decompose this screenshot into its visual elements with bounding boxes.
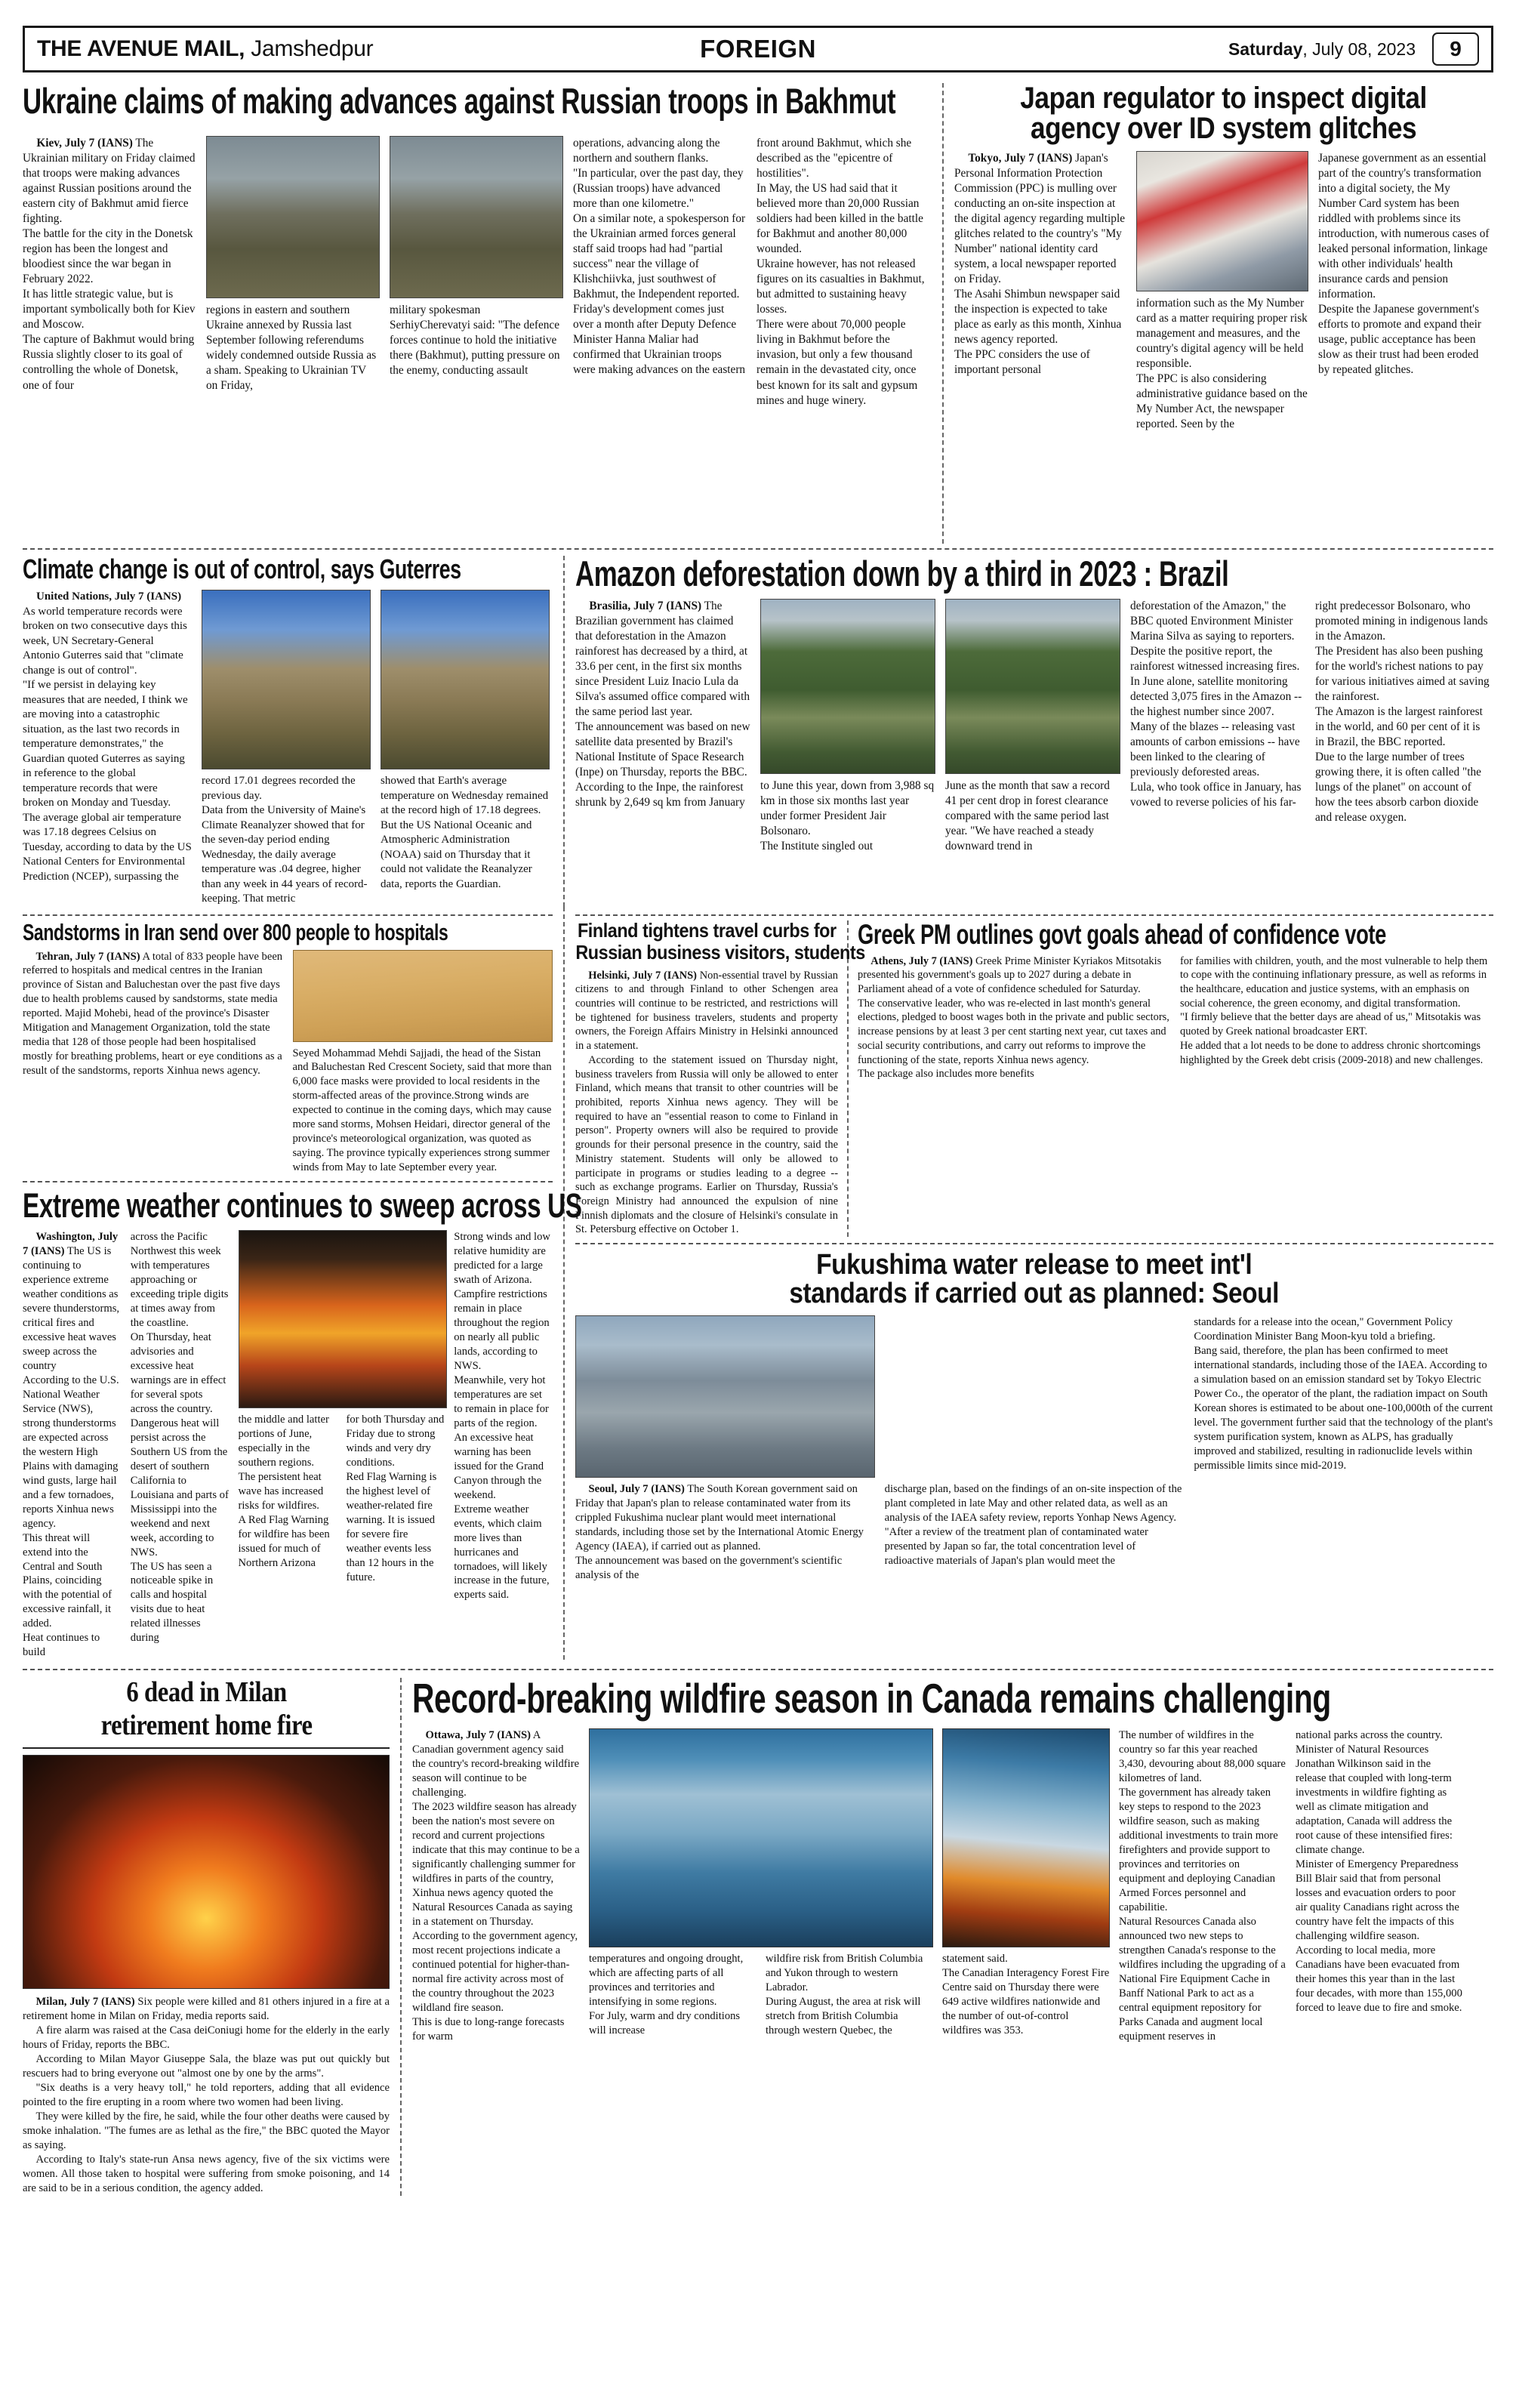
finland-headline: Finland tightens travel curbs for Russian business visitors, students bbox=[575, 918, 865, 964]
ukraine-col-2: regions in eastern and southern Ukraine annexed by Russia last September following referendums widely condemned outside Russia as a sham. Speaking to Ukrainian TV on Friday, bbox=[206, 136, 380, 409]
amazon-photo-2 bbox=[945, 599, 1120, 774]
row-top bbox=[23, 83, 1493, 544]
article-fukushima bbox=[575, 1250, 1493, 1583]
article-milan bbox=[23, 1678, 400, 2196]
article-japan bbox=[942, 83, 1493, 544]
article-sandstorms bbox=[23, 920, 553, 1176]
canada-headline: Record-breaking wildfire season in Canada remains challenging bbox=[412, 1675, 1331, 1722]
fukushima-headline: Fukushima water release to meet int'l standards if carried out as planned: Seoul bbox=[789, 1249, 1280, 1310]
greek-headline: Greek PM outlines govt goals ahead of confidence vote bbox=[858, 918, 1387, 950]
divider-2 bbox=[23, 914, 553, 916]
sandstorms-photo bbox=[293, 950, 553, 1042]
article-climate bbox=[23, 553, 563, 907]
japan-col-3: Japanese government as an essential part of the country's transformation into a digital society, the My Number Card system has been riddled with problems since its introduction, with numerous cases of leaked personal information, linkage with other individuals' health insurance cards and pension information. Despite the Japanese government's efforts to promote and expand their usage, public acceptance has been slow as their trust had been eroded by repeated glitches. bbox=[1318, 152, 1490, 377]
article-extreme-weather bbox=[23, 1186, 582, 1660]
section-title: FOREIGN bbox=[700, 35, 816, 63]
climate-dateline: United Nations, July 7 (IANS) bbox=[36, 590, 182, 603]
amazon-col-2: to June this year, down from 3,988 sq km in those six months last year under former President Jair Bolsonaro. The Institute singled out bbox=[760, 599, 935, 854]
article-amazon bbox=[563, 553, 1493, 907]
finland-dateline: Helsinki, July 7 (IANS) bbox=[588, 969, 697, 982]
left-stack bbox=[23, 907, 582, 1660]
ukraine-photo bbox=[206, 136, 380, 298]
article-ukraine bbox=[23, 83, 942, 544]
ukraine-headline: Ukraine claims of making advances against Russian troops in Bakhmut bbox=[23, 83, 896, 121]
climate-col-3: showed that Earth's average temperature on Wednesday remained at the record high of 17.18 degrees. But the US National Oceanic and Atmospheric Administration (NOAA) said on Thursday that it could not validate the Reanalyzer data, reports the Guardian. bbox=[381, 590, 550, 907]
greek-col-2: for families with children, youth, and the most vulnerable to help them to cope with the continuing inflationary pressure, as well as reforms in the healthcare, education and justice systems, with an emphasis on social coherence, the green economy, and digital transformation. "I firmly believe that the better days are ahead of us," Mitsotakis was quoted by Greek national broadcaster ERT. He added that a lot needs to be done to address chronic shortcomings highlighted by the Greek debt crisis (2009-2018) and new challenges. bbox=[1180, 954, 1488, 1066]
divider-1 bbox=[23, 548, 1493, 550]
sandstorms-dateline: Tehran, July 7 (IANS) bbox=[35, 950, 140, 963]
amazon-col-1: Brasilia, July 7 (IANS) The Brazilian government has claimed that deforestation in the Amazon rainforest has decreased by a third, at 33.6 per cent, in the first six months since President Luiz Inacio Lula da Silva's assumed office compared with the same period last year. The announcement was based on new satellite data presented by Brazil's National Institute of Space Research (Inpe) on Thursday, reports the BBC. According to the Inpe, the rainforest shrunk by 2,649 sq km from January bbox=[575, 600, 750, 809]
ew-col-3: the middle and latter portions of June, especially in the southern regions. The persistent heat wave has increased risks for wildfires. A Red Flag Warning for wildfire has been issued for much of Northern Arizona bbox=[239, 1230, 337, 1660]
right-stack bbox=[563, 907, 1493, 1660]
sandstorms-col-2: Seyed Mohammad Mehdi Sajjadi, the head of the Sistan and Baluchestan Red Crescent Society, said that more than 6,000 face masks were provided to local residents in the storm-affected areas of the province.Strong winds are expected to continue in the coming days, which may cause more sand storms, Mohsen Heidari, director general of the province's meteorological organization, was quoted as saying. The province typically experiences strong summer winds from May to late September every year. bbox=[293, 950, 553, 1176]
paper-name: THE AVENUE MAIL, bbox=[37, 36, 245, 61]
canada-col-3: wildfire risk from British Columbia and Yukon through to western Labrador. During August, the area at risk will stretch from British Columbia through western Quebec, the bbox=[766, 1953, 923, 2037]
japan-col-2: information such as the My Number card as a matter requiring proper risk management and measures, and the country's digital agency will be held responsible. The PPC is also considering administrative guidance based on the My Number Act, the newspaper reported. Seen by the bbox=[1136, 151, 1308, 432]
greek-col-1: Athens, July 7 (IANS) Greek Prime Minister Kyriakos Mitsotakis presented his government's goals up to 2027 during a debate in Parliament ahead of a vote of confidence scheduled for Saturday. The conservative leader, who was re-elected in last month's general elections, pledged to boost wages both in the private and public sectors, increase pensions by at least 3 per cent starting next year, cut taxes and social security contributions, and carry out reforms to improve the functioning of the state, reports Xinhua news agency. The package also includes more benefits bbox=[858, 954, 1169, 1081]
fukushima-col-3: standards for a release into the ocean," Government Policy Coordination Minister Bang Moon-kyu told a briefing. Bang said, therefore, the plan has been confirmed to meet international standards, including those of the IAEA. According to a simulation based on an emission standard set by Tokyo Electric Power Co., the operator of the plant, the radiation impact on South Korean shores is estimated to be about one-100,000th of the current level. The government further said that the technology of the plant's system purification system, known as ALPS, has gradually improved and stabilized, resulting in radionuclide levels within permissible limits since mid-2019. bbox=[1194, 1316, 1493, 1472]
ukraine-col-1: Kiev, July 7 (IANS) The Ukrainian military on Friday claimed that troops were making advances against Russian positions around the eastern city of Bakhmut amid fierce fighting. The battle for the city in the Donetsk region has been the longest and bloodiest since the war began in February 2022. It has little strategic value, but is important symbolically both for Kiev and Moscow. The capture of Bakhmut would bring Russia slightly closer to its goal of controlling the whole of Donetsk, one of four bbox=[23, 137, 196, 392]
date-rest: , July 08, 2023 bbox=[1302, 39, 1416, 59]
ew-col-1: Washington, July 7 (IANS) The US is continuing to experience extreme weather conditions as severe thunderstorms, critical fires and excessive heat waves sweep across the country According to the U.S. National Weather Service (NWS), strong thunderstorms are expected across the western High Plains with damaging wind gusts, large hail and a few tornadoes, reports Xinhua news agency. This threat will extend into the Central and South Plains, coinciding with the potential of excessive rainfall, it added. Heat continues to build bbox=[23, 1231, 120, 1659]
ew-col-5: Strong winds and low relative humidity are predicted for a large swath of Arizona. Campfire restrictions remain in place throughout the region on nearly all public lands, according to NWS. Meanwhile, very hot temperatures are set to remain in place for parts of the region. An excessive heat warning has been issued for the Grand Canyon through the weekend. Extreme weather events, which claim more lives than hurricanes and tornadoes, will likely increase in the future, experts said. bbox=[454, 1231, 550, 1602]
finland-body: Helsinki, July 7 (IANS) Non-essential travel by Russian citizens to and through Finland to other Schengen area countries will continue to be restricted, and restrictions will be tightened for business travelers, students and property owners, the Foreign Affairs Ministry in Helsinki announced in a statement. According to the statement issued on Thursday night, business travelers from Russia will only be allowed to enter Finland, which means that transit to other countries will be prohibited, reports Xinhua news agency. They will be required to have an "essential reason to come to Finland in person". Property owners will also be required to provide grounds for their personal presence in the country, said the Ministry statement. Students will only be allowed to participate in programs or studies leading to a degree -- such as exchange programs. Earlier on Thursday, Russia's Foreign Ministry had announced the expulsion of nine Finnish diplomats and the closure of Helsinki's consulate in St. Petersburg effective on October 1. bbox=[575, 969, 838, 1236]
canada-col-1: Ottawa, July 7 (IANS) A Canadian government agency said the country's record-breaking wildfire season will continue to be challenging. The 2023 wildfire season has already been the nation's most severe on record and current projections indicate that this may continue to be a significantly challenging summer for wildfires in parts of the country, Xinhua news agency quoted the Natural Resources Canada as saying in a statement on Thursday. According to the government agency, most recent projections indicate a continued potential for higher-than-normal fire activity across most of the country throughout the 2023 wildland fire season. This is due to long-range forecasts for warm bbox=[412, 1729, 580, 2043]
canada-col-5: The number of wildfires in the country so far this year reached 3,430, devouring about 88,000 square kilometres of land. The government has already taken key steps to respond to the 2023 wildfire season, such as making additional investments to train more firefighters and provide support to provinces and territories on equipment and deploying Canadian Armed Forces personnel and capabilitie. Natural Resources Canada also announced two new steps to strengthen Canada's response to the wildfires including the upgrading of a National Fire Equipment Cache in Banff National Park to act as a central equipment repository for Parks Canada and augment local equipment reserves in bbox=[1119, 1729, 1286, 2043]
extreme-weather-headline: Extreme weather continues to sweep across US bbox=[23, 1186, 582, 1226]
milan-dateline: Milan, July 7 (IANS) bbox=[35, 1996, 135, 2009]
page-number: 9 bbox=[1432, 32, 1479, 66]
sandstorms-col-1: Tehran, July 7 (IANS) A total of 833 people have been referred to hospitals and medical centres in the Iranian province of Sistan and Baluchestan over the past five days due to health problems caused by sandstorms, state media reported. Majid Mohebi, head of the province's Disaster Mitigation and Management Organization, told the state media that 128 of those people had been hospitalised mostly for breathing problems, heart or eye conditions as a result of the sandstorms, reports Xinhua news agency. bbox=[23, 950, 283, 1078]
japan-photo bbox=[1136, 151, 1308, 291]
fukushima-dateline: Seoul, July 7 (IANS) bbox=[588, 1483, 685, 1496]
divider-5 bbox=[575, 1243, 1493, 1244]
ew-col-2: across the Pacific Northwest this week with temperatures approaching or exceeding triple digits at times away from the coastline. On Thursday, heat advisories and excessive heat warnings are in effect for several spots across the country. Dangerous heat will persist across the Southern US from the desert of southern California to Louisiana and parts of Mississippi into the weekend and next week, according to NWS. The US has seen a noticeable spike in calls and hospital visits due to heat related illnesses during bbox=[130, 1231, 229, 1645]
climate-col-1: United Nations, July 7 (IANS) As world temperature records were broken on two consecutive days this week, UN Secretary-General Antonio Guterres said that "climate change is out of control". "If we persist in delaying key measures that are needed, I think we are moving into a catastrophic situation, as the last two records in temperature demonstrates," the Guardian quoted Guterres as saying in reference to the global temperature records that were broken on Monday and Tuesday. The average global air temperature was 17.18 degrees Celsius on Tuesday, according to data by the US National Centers for Environmental Prediction (NCEP), surpassing the bbox=[23, 590, 192, 883]
row-finland-greek bbox=[575, 920, 1493, 1238]
ew-dateline: Washington, July 7 (IANS) bbox=[23, 1231, 119, 1258]
fukushima-col-2: discharge plan, based on the findings of an on-site inspection of the plant completed in late May and other related data, as well as an analysis of the IAEA safety review, reports Yonhap News Agency. "After a review of the treatment plan of contaminated water presented by Japan so far, the total concentration level of radioactive materials of Japan's plan would meet the bbox=[884, 1483, 1182, 1567]
amazon-col-5: right predecessor Bolsonaro, who promoted mining in indigenous lands in the Amazon. The President has also been pushing for the world's richest nations to pay for various initiatives aimed at saving the rainforest. The Amazon is the largest rainforest in the world, and 60 per cent of it is in Brazil, the BBC reported. Due to the large number of trees growing there, it is often called "the lungs of the planet" on account of how the tees absorb carbon dioxide and release oxygen. bbox=[1315, 600, 1490, 825]
climate-col-2: record 17.01 degrees recorded the previous day. Data from the University of Maine's Climate Reanalyzer showed that for the seven-day period ending Wednesday, the daily average temperature was .04 degree, higher than any week in 44 years of record-keeping. That metric bbox=[202, 590, 371, 907]
masthead bbox=[23, 26, 1493, 72]
article-canada bbox=[400, 1675, 1493, 2196]
row-bottom bbox=[23, 1675, 1493, 2196]
amazon-headline: Amazon deforestation down by a third in 2023 : Brazil bbox=[575, 553, 1229, 594]
japan-dateline: Tokyo, July 7 (IANS) bbox=[968, 152, 1073, 165]
amazon-col-3: June as the month that saw a record 41 per cent drop in forest clearance compared with the same period last year. "We have reached a steady downward trend in bbox=[945, 599, 1120, 854]
canada-col-6: national parks across the country. Minister of Natural Resources Jonathan Wilkinson said in the release that coupled with long-term investments in wildfire fighting as well as climate mitigation and adaptation, Canada will address the root cause of these intensified fires: climate change. Minister of Emergency Preparedness Bill Blair said that from personal losses and evacuation orders to poor air quality Canadians right across the country have felt the impacts of this challenging wildfire season. According to local media, more Canadians have been evacuated from their homes this year than in the last four decades, with more than 155,000 forced to leave due to fire and smoke. bbox=[1296, 1729, 1462, 2014]
ew-col-4: for both Thursday and Friday due to strong winds and very dry conditions. Red Flag Warning is the highest level of weather-related fire warning. It is issued for severe fire weather events less than 12 hours in the future. bbox=[346, 1414, 445, 1583]
amazon-dateline: Brasilia, July 7 (IANS) bbox=[589, 600, 702, 612]
divider-3 bbox=[23, 1181, 553, 1182]
sandstorms-headline: Sandstorms in Iran send over 800 people to hospitals bbox=[23, 918, 448, 945]
canada-dateline: Ottawa, July 7 (IANS) bbox=[425, 1729, 531, 1742]
fukushima-photo bbox=[575, 1315, 875, 1478]
milan-photo bbox=[23, 1755, 390, 1989]
ukraine-col-3: military spokesman SerhiyCherevatyi said: "The defence forces continue to hold the initiative there (Bakhmut), putting pressure on the enemy, conducting assault bbox=[390, 136, 563, 409]
date-day: Saturday bbox=[1228, 39, 1303, 59]
amazon-photo bbox=[760, 599, 935, 774]
ukraine-photo-2 bbox=[390, 136, 563, 298]
milan-rule bbox=[23, 1747, 390, 1749]
ukraine-col-5: front around Bakhmut, which she described as the "epicentre of hostilities". In May, the US had said that it believed more than 20,000 Russian soldiers had been killed in the battle for Bakhmut and another 80,000 wounded. Ukraine however, has not released figures on its casualties in Bakhmut, but admitted to sustaining heavy losses. There were about 70,000 people living in Bakhmut before the invasion, but only a few thousand remain in the devastated city, once best known for its salt and gypsum mines and huge winery. bbox=[756, 137, 925, 407]
climate-photo bbox=[202, 590, 371, 769]
canada-col-4: statement said. The Canadian Interagency Forest Fire Centre said on Thursday there were 649 active wildfires nationwide and the number of out-of-control wildfires was 353. bbox=[942, 1728, 1110, 2043]
milan-headline: 6 dead in Milan retirement home fire bbox=[100, 1676, 313, 1742]
japan-col-1: Tokyo, July 7 (IANS) Japan's Personal Information Protection Commission (PPC) is mulling over conducting an on-site inspection at the digital agency regarding multiple glitches related to the country's "My Number" national identity card system, a local newspaper reported on Friday. The Asahi Shimbun newspaper said the inspection is expected to take place as early as this month, Xinhua news agency reported. The PPC considers the use of important personal bbox=[954, 152, 1125, 377]
climate-photo-2 bbox=[381, 590, 550, 769]
publication-date bbox=[1228, 39, 1416, 60]
canada-photo-2 bbox=[942, 1728, 1110, 1947]
greek-dateline: Athens, July 7 (IANS) bbox=[870, 954, 973, 967]
article-greek bbox=[847, 920, 1495, 1238]
canada-col-2: temperatures and ongoing drought, which are affecting parts of all provinces and territories and intensifying in some regions. For July, warm and dry conditions will increase bbox=[589, 1728, 756, 2043]
row-two bbox=[23, 553, 1493, 907]
milan-body: Milan, July 7 (IANS) Six people were killed and 81 others injured in a fire at a retirement home in Milan on Friday, media reports said. A fire alarm was raised at the Casa deiConiugi home for the elderly in the early hours of Friday, reports the BBC. According to Milan Mayor Giuseppe Sala, the blaze was put out quickly but rescuers had to bring everyone out "almost one by one by the arms". "Six deaths is a very heavy toll," he told reporters, adding that all evidence pointed to the fire erupting in a room where two women had been living. They were killed by the fire, he said, while the four other deaths were caused by smoke inhalation. "The fumes are as lethal as the fire," the BBC quoted the Mayor as saying. According to Italy's state-run Ansa news agency, five of the six victims were women. All those taken to hospital were suffering from smoke poisoning, and 14 are said to be in a serious condition, the agency added. bbox=[23, 1996, 390, 2194]
amazon-col-4: deforestation of the Amazon," the BBC quoted Environment Minister Marina Silva as saying to reporters. Despite the positive report, the rainforest witnessed increasing fires. In June alone, satellite monitoring detected 3,075 fires in the Amazon -- the highest number since 2007. Many of the blazes -- releasing vast amounts of carbon emissions -- have been linked to the clearing of previously deforested areas. Lula, who took office in January, has vowed to reverse policies of his far- bbox=[1130, 600, 1302, 809]
japan-headline: Japan regulator to inspect digital agency over ID system glitches bbox=[1020, 82, 1428, 145]
fukushima-col-1: Seoul, July 7 (IANS) The South Korean government said on Friday that Japan's plan to release contaminated water from its crippled Fukushima nuclear plant would meet international standards, including those set by the International Atomic Energy Agency (IAEA), if carried out as planned. The announcement was based on the government's scientific analysis of the bbox=[575, 1315, 875, 1583]
paper-city: Jamshedpur bbox=[251, 36, 374, 61]
divider-4 bbox=[575, 914, 1493, 916]
divider-6 bbox=[23, 1669, 1493, 1670]
ukraine-dateline: Kiev, July 7 (IANS) bbox=[36, 137, 133, 150]
ukraine-col-4: operations, advancing along the northern and southern flanks. "In particular, over the past day, they (Russian troops) have advanced more than one kilometre." On a similar note, a spokesperson for the Ukrainian armed forces general staff said troops had had "partial success" near the village of Klishchiivka, just southwest of Bakhmut, the Independent reported. Friday's development comes just over a month after Deputy Defence Minister Hanna Maliar had confirmed that Ukrainian troops were making advances on the eastern bbox=[573, 137, 746, 377]
article-finland bbox=[575, 918, 865, 1238]
climate-headline: Climate change is out of control, says Guterres bbox=[23, 553, 461, 584]
row-three-wrap bbox=[23, 907, 1493, 1660]
